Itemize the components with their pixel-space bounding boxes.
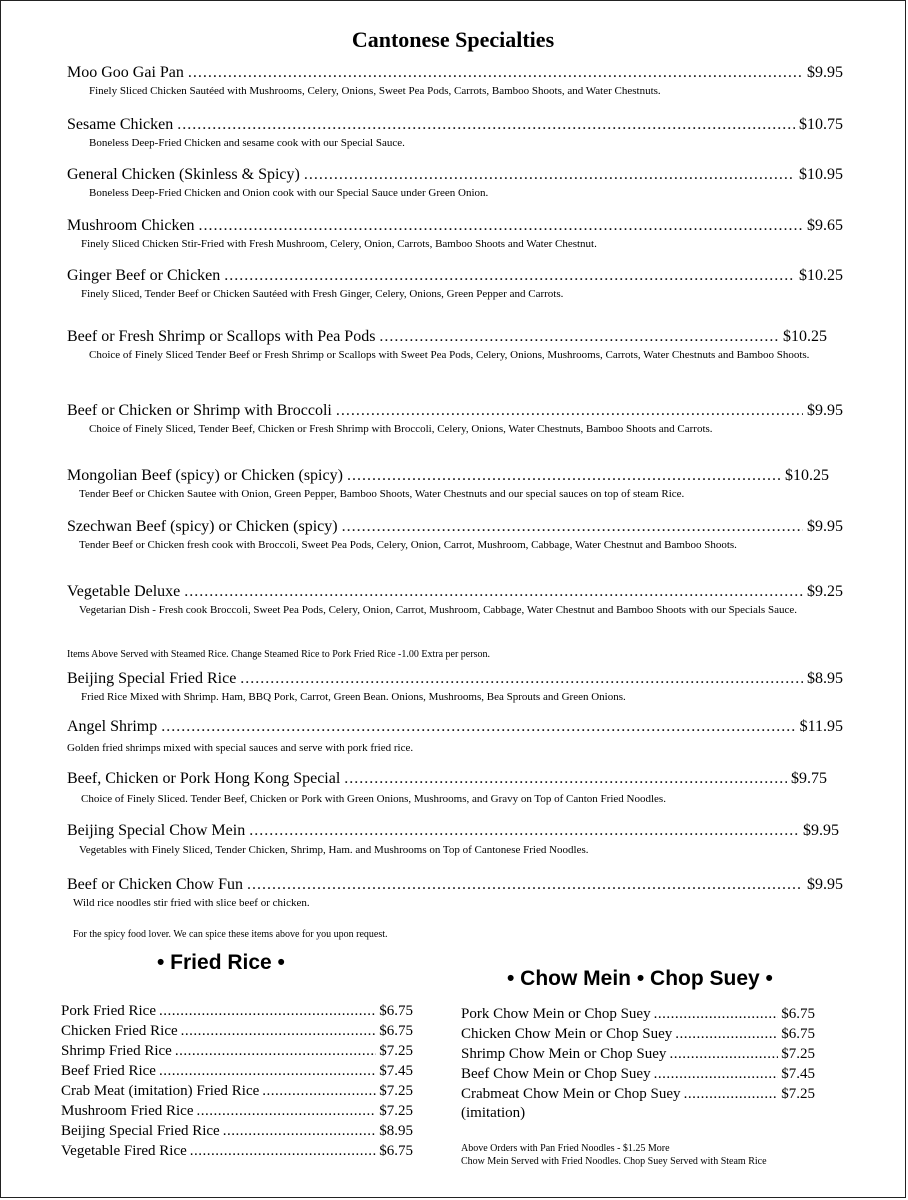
menu-item	[67, 216, 843, 251]
item-description: Finely Sliced, Tender Beef or Chicken Sautéed with Fresh Ginger, Celery, Onions, Green Pepper and Carrots.	[81, 288, 564, 300]
item-description: Choice of Finely Sliced, Tender Beef, Chicken or Fresh Shrimp with Broccoli, Celery, Onions, Water Chestnuts, Bamboo Shoots and Carrots.	[89, 423, 713, 435]
menu-item	[67, 266, 843, 301]
list-item	[461, 1064, 815, 1084]
item-price: $10.25	[799, 267, 843, 284]
item-name: Chicken Chow Mein or Chop Suey	[461, 1026, 673, 1042]
item-price: $6.75	[781, 1006, 815, 1022]
item-price: $9.95	[807, 518, 843, 535]
item-description: Finely Sliced Chicken Stir-Fried with Fresh Mushroom, Celery, Onion, Carrots, Bamboo Shoots and Water Chestnut.	[81, 238, 597, 250]
list-item	[461, 1024, 815, 1044]
item-price: $7.45	[781, 1066, 815, 1082]
menu-item	[67, 63, 843, 98]
item-name: Mushroom Fried Rice	[61, 1103, 194, 1119]
menu-item	[67, 327, 827, 362]
item-description: Tender Beef or Chicken Sautee with Onion, Green Pepper, Bamboo Shoots, Water Chestnuts and our special sauces on top of steam Rice.	[79, 488, 685, 500]
item-price: $7.45	[379, 1063, 413, 1079]
list-item	[461, 1044, 815, 1064]
item-price: $10.95	[799, 166, 843, 183]
item-name: Sesame Chicken	[67, 116, 174, 133]
item-description: Finely Sliced Chicken Sautéed with Mushrooms, Celery, Onions, Sweet Pea Pods, Carrots, Bamboo Shoots, and Water Chestnuts.	[89, 85, 661, 97]
noodle-note: Above Orders with Pan Fried Noodles - $1.25 More	[461, 1143, 670, 1154]
item-price: $6.75	[379, 1143, 413, 1159]
item-name: Shrimp Fried Rice	[61, 1043, 172, 1059]
item-description: Boneless Deep-Fried Chicken and sesame cook with our Special Sauce.	[89, 137, 405, 149]
item-price: $9.95	[807, 402, 843, 419]
item-price: $9.95	[803, 822, 839, 839]
item-name: Moo Goo Gai Pan	[67, 64, 184, 81]
menu-item	[67, 165, 843, 200]
list-item	[61, 1041, 413, 1061]
item-price: $9.95	[807, 876, 843, 893]
menu-item	[67, 466, 829, 501]
item-name: Beef Chow Mein or Chop Suey	[461, 1066, 651, 1082]
item-price: $7.25	[379, 1043, 413, 1059]
item-name: Pork Fried Rice	[61, 1003, 156, 1019]
menu-item	[67, 821, 839, 857]
item-description: Choice of Finely Sliced. Tender Beef, Chicken or Pork with Green Onions, Mushrooms, and Gravy on Top of Canton Fried Noodles.	[81, 793, 666, 805]
item-price: $10.25	[783, 328, 827, 345]
menu-item	[67, 401, 843, 436]
menu-item	[67, 517, 843, 552]
item-price: $8.95	[807, 670, 843, 687]
list-item	[61, 1121, 413, 1141]
item-name: Chicken Fried Rice	[61, 1023, 178, 1039]
spicy-note: For the spicy food lover. We can spice these items above for you upon request.	[73, 929, 388, 940]
item-name: Beef or Fresh Shrimp or Scallops with Pea Pods	[67, 328, 376, 345]
chow-mein-title: • Chow Mein • Chop Suey •	[507, 967, 773, 990]
fried-rice-list	[61, 1001, 413, 1161]
item-name: Crabmeat Chow Mein or Chop Suey	[461, 1086, 681, 1102]
item-price: $7.25	[379, 1083, 413, 1099]
item-description: Wild rice noodles stir fried with slice beef or chicken.	[73, 897, 310, 909]
item-description: Choice of Finely Sliced Tender Beef or Fresh Shrimp or Scallops with Sweet Pea Pods, Celery, Onions, Mushrooms, Carrots, Water Chestnuts and Bamboo Shoots.	[89, 349, 810, 361]
list-item	[461, 1004, 815, 1024]
item-description: Vegetables with Finely Sliced, Tender Chicken, Shrimp, Ham. and Mushrooms on Top of Cantonese Fried Noodles.	[79, 844, 589, 856]
item-price: $7.25	[781, 1086, 815, 1102]
item-price: $9.95	[807, 64, 843, 81]
page-title: Cantonese Specialties	[351, 27, 555, 52]
item-name: Mongolian Beef (spicy) or Chicken (spicy)	[67, 467, 343, 484]
list-item	[61, 1101, 413, 1121]
item-price: $8.95	[379, 1123, 413, 1139]
item-price: $6.75	[781, 1026, 815, 1042]
menu-item	[67, 717, 843, 755]
item-name: Mushroom Chicken	[67, 217, 195, 234]
item-price: $6.75	[379, 1003, 413, 1019]
item-price: $9.25	[807, 583, 843, 600]
item-price: $6.75	[379, 1023, 413, 1039]
rice-note: Items Above Served with Steamed Rice. Change Steamed Rice to Pork Fried Rice -1.00 Extra per person.	[67, 649, 490, 660]
menu-item	[67, 115, 843, 150]
item-description: Tender Beef or Chicken fresh cook with Broccoli, Sweet Pea Pods, Celery, Onion, Carrot, Mushroom, Cabbage, Water Chestnut and Bamboo Shoots.	[79, 539, 737, 551]
item-name: Pork Chow Mein or Chop Suey	[461, 1006, 651, 1022]
item-name: Szechwan Beef (spicy) or Chicken (spicy)	[67, 518, 338, 535]
fried-rice-title: • Fried Rice •	[157, 951, 285, 974]
list-item	[61, 1021, 413, 1041]
list-item	[61, 1141, 413, 1161]
item-name: Vegetable Fired Rice	[61, 1143, 187, 1159]
item-name: Crab Meat (imitation) Fried Rice	[61, 1083, 260, 1099]
item-name: Shrimp Chow Mein or Chop Suey	[461, 1046, 667, 1062]
list-item	[61, 1061, 413, 1081]
menu-item	[67, 669, 843, 704]
item-name: Beef, Chicken or Pork Hong Kong Special	[67, 770, 341, 787]
item-name: Beijing Special Chow Mein	[67, 822, 246, 839]
item-description: Vegetarian Dish - Fresh cook Broccoli, Sweet Pea Pods, Celery, Onion, Carrot, Mushroom, Cabbage, Water Chestnut and Bamboo Shoots with our Specials Sauce.	[79, 604, 797, 616]
item-price: $7.25	[781, 1046, 815, 1062]
item-price: $11.95	[799, 718, 843, 735]
item-name: Ginger Beef or Chicken	[67, 267, 221, 284]
item-price: $9.75	[791, 770, 827, 787]
list-item	[61, 1081, 413, 1101]
serving-note: Chow Mein Served with Fried Noodles. Chop Suey Served with Steam Rice	[461, 1156, 767, 1167]
chow-mein-list	[461, 1004, 815, 1122]
item-price: $7.25	[379, 1103, 413, 1119]
item-price: $10.25	[785, 467, 829, 484]
item-description: Fried Rice Mixed with Shrimp. Ham, BBQ Pork, Carrot, Green Bean. Onions, Mushrooms, Bea Sprouts and Green Onions.	[81, 691, 626, 703]
item-name: Beijing Special Fried Rice	[67, 670, 237, 687]
item-name: Beef Fried Rice	[61, 1063, 156, 1079]
item-description: Golden fried shrimps mixed with special sauces and serve with pork fried rice.	[67, 742, 414, 754]
item-description: Boneless Deep-Fried Chicken and Onion cook with our Special Sauce under Green Onion.	[89, 187, 489, 199]
item-name: Angel Shrimp	[67, 718, 158, 735]
menu-item	[67, 769, 827, 806]
item-name: Beef or Chicken or Shrimp with Broccoli	[67, 402, 332, 419]
item-name: Beef or Chicken Chow Fun	[67, 876, 243, 893]
menu-item	[67, 875, 843, 910]
list-item	[461, 1084, 815, 1104]
item-price: $9.65	[807, 217, 843, 234]
list-item	[61, 1001, 413, 1021]
item-name: General Chicken (Skinless & Spicy)	[67, 166, 300, 183]
item-name: Vegetable Deluxe	[67, 583, 181, 600]
item-price: $10.75	[799, 116, 843, 133]
item-name-continued: (imitation)	[461, 1105, 526, 1121]
menu-item	[67, 582, 843, 617]
item-name: Beijing Special Fried Rice	[61, 1123, 220, 1139]
